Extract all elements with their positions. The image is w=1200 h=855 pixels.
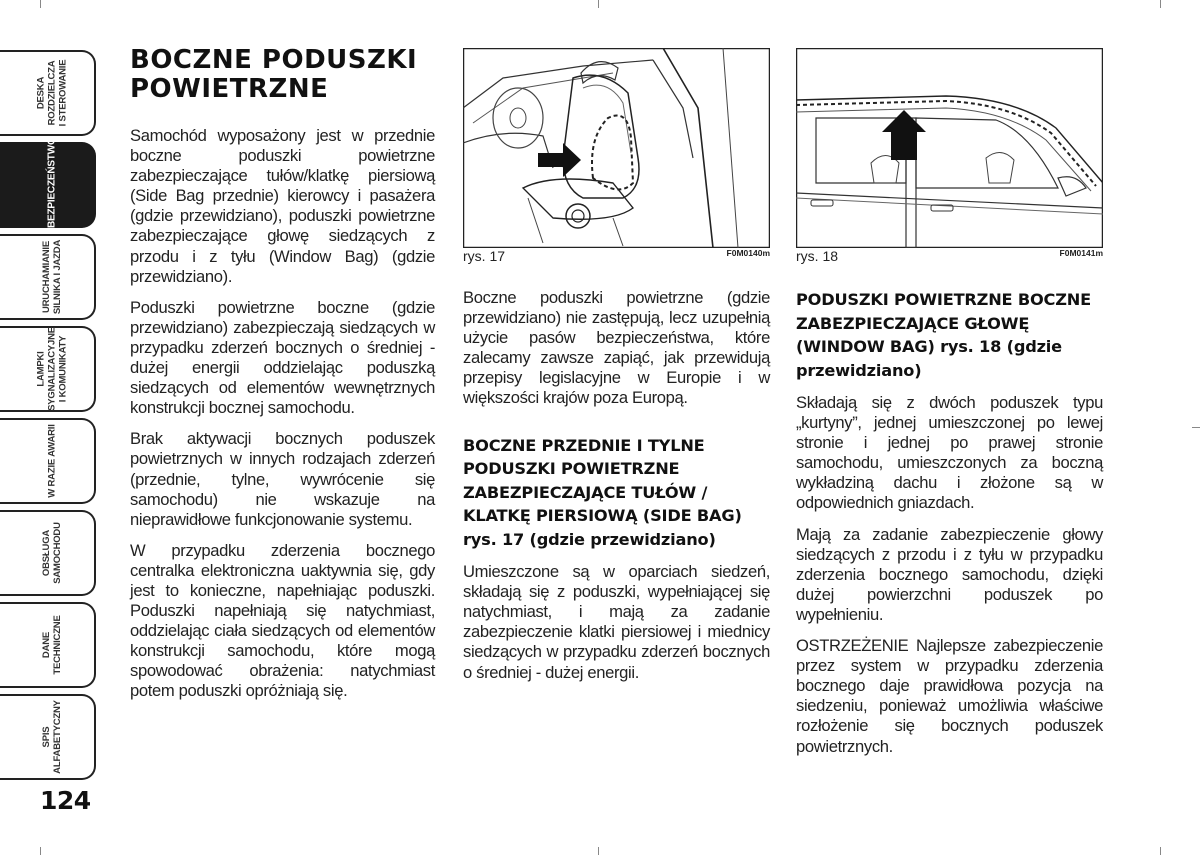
column-1 <box>130 46 435 713</box>
paragraph: Samochód wyposażony jest w przednie boczne poduszki powietrzne zabezpieczające tułów/klatkę piersiową (Side Bag przednie) kierowcy i pasażera (gdzie przewidziano), poduszki powietrzne zabezpieczające głowę siedzących z przodu i z tyłu (Window Bag) (gdzie przewidziano). <box>130 126 435 286</box>
paragraph: Mają za zadanie zabezpieczenie głowy siedzących z przodu i z tyłu w przypadku zderzenia bocznego samochodu, dzięki dużej powierzchni poduszek po wypełnieniu. <box>796 524 1103 624</box>
chapter-tabs <box>0 48 100 783</box>
tab-label: OBSŁUGA SAMOCHODU <box>41 522 63 584</box>
figure-code: F0M0140m <box>726 248 770 258</box>
tab-deska-rozdzielcza[interactable] <box>0 48 100 138</box>
tab-label: LAMPKI SYGNALIZACYJNE I KOMUNIKATY <box>35 327 69 411</box>
crop-mark <box>1192 427 1200 428</box>
crop-mark <box>1160 847 1161 855</box>
column-2 <box>463 48 770 694</box>
tab-label: W RAZIE AWARII <box>46 424 58 498</box>
crop-mark <box>598 0 599 8</box>
tab-label: URUCHAMIANIE SILNIKA I JAZDA <box>41 239 63 315</box>
column-3 <box>796 48 1103 768</box>
tab-dane-techniczne[interactable] <box>0 600 100 690</box>
tab-obsluga[interactable] <box>0 508 100 598</box>
paragraph: Boczne poduszki powietrzne (gdzie przewidziano) nie zastępują, lecz uzupełnią użycie pasów bezpieczeństwa, które zalecamy zawsze zapiąć, jak przewidują przepisy legislacyjne w Europie i w większości krajów poza Europą. <box>463 288 770 408</box>
paragraph: Poduszki powietrzne boczne (gdzie przewidziano) zabezpieczają siedzących w przypadku zderzeń bocznych o średniej - dużej energii oddzielając poduszką siedzących od elementów wewnętrznych konstrukcji bocznej samochodu. <box>130 297 435 418</box>
crop-mark <box>40 847 41 855</box>
section-heading: BOCZNE PRZEDNIE I TYLNE PODUSZKI POWIETRZNE ZABEZPIECZAJĄCE TUŁÓW / KLATKĘ PIERSIOWĄ (SIDE BAG) rys. 17 (gdzie przewidziano) <box>463 435 742 549</box>
paragraph: Brak aktywacji bocznych poduszek powietrznych w innych rodzajach zderzeń (przednie, tylne, wywrócenie się samochodu) nie wskazuje na nieprawidłowe funkcjonowanie systemu. <box>130 429 435 529</box>
figure-side-bag <box>463 48 770 248</box>
figure-caption <box>796 248 1103 270</box>
paragraph: Umieszczone są w oparciach siedzeń, składają się z poduszki, wypełniającej się natychmiast, i mają za zadanie zabezpieczenie klatki piersiowej i miednicy siedzących w przypadku zderzeń bocznych o średniej - dużej energii. <box>463 562 770 682</box>
paragraph: Składają się z dwóch poduszek typu „kurtyny”, jednej umieszczonej po lewej stronie i jednej po prawej stronie samochodu, umieszczonych za boczną wykładziną dachu i złożone są w odpowiednich gniazdach. <box>796 393 1103 513</box>
tab-w-razie-awarii[interactable] <box>0 416 100 506</box>
tab-label: DANE TECHNICZNE <box>41 615 63 675</box>
figure-label: rys. 18 <box>796 248 839 264</box>
car-side-window-illustration <box>796 48 1103 248</box>
page-title: BOCZNE PODUSZKI POWIETRZNE <box>130 45 418 104</box>
tab-lampki[interactable] <box>0 324 100 414</box>
paragraph: W przypadku zderzenia bocznego centralka elektroniczna uaktywnia się, gdy jest to konieczne, napełniając poduszki. Poduszki napełniają się natychmiast, oddzielając ciała siedzących od elementów konstrukcji samochodu, które mogą spowodować obrażenia: natychmiast potem poduszki opróżniają się. <box>130 540 435 701</box>
tab-bezpieczenstwo[interactable] <box>0 137 100 230</box>
figure-caption <box>463 248 770 270</box>
seat-airbag-illustration <box>463 48 770 248</box>
tab-uruchamianie[interactable] <box>0 232 100 322</box>
figure-code: F0M0141m <box>1059 248 1103 258</box>
crop-mark <box>40 0 41 8</box>
figure-window-bag <box>796 48 1103 248</box>
page-number: 124 <box>40 786 91 815</box>
tab-label: BEZPIECZEŃSTWO <box>46 137 58 228</box>
tab-spis[interactable] <box>0 692 100 782</box>
tab-label: SPIS ALFABETYCZNY <box>41 700 63 774</box>
figure-label: rys. 17 <box>463 248 506 264</box>
crop-mark <box>598 847 599 855</box>
paragraph: OSTRZEŻENIE Najlepsze zabezpieczenie przez system w przypadku zderzenia bocznego daje prawidłowa pozycja na siedzeniu, ponieważ umożliwia właściwe rozłożenie się bocznych poduszek powietrznych. <box>796 636 1103 756</box>
section-heading: PODUSZKI POWIETRZNE BOCZNE ZABEZPIECZAJĄCE GŁOWĘ (WINDOW BAG) rys. 18 (gdzie przewidziano) <box>796 290 1091 380</box>
tab-label: DESKA ROZDZIELCZA I STEROWANIE <box>35 59 69 127</box>
crop-mark <box>1160 0 1161 8</box>
